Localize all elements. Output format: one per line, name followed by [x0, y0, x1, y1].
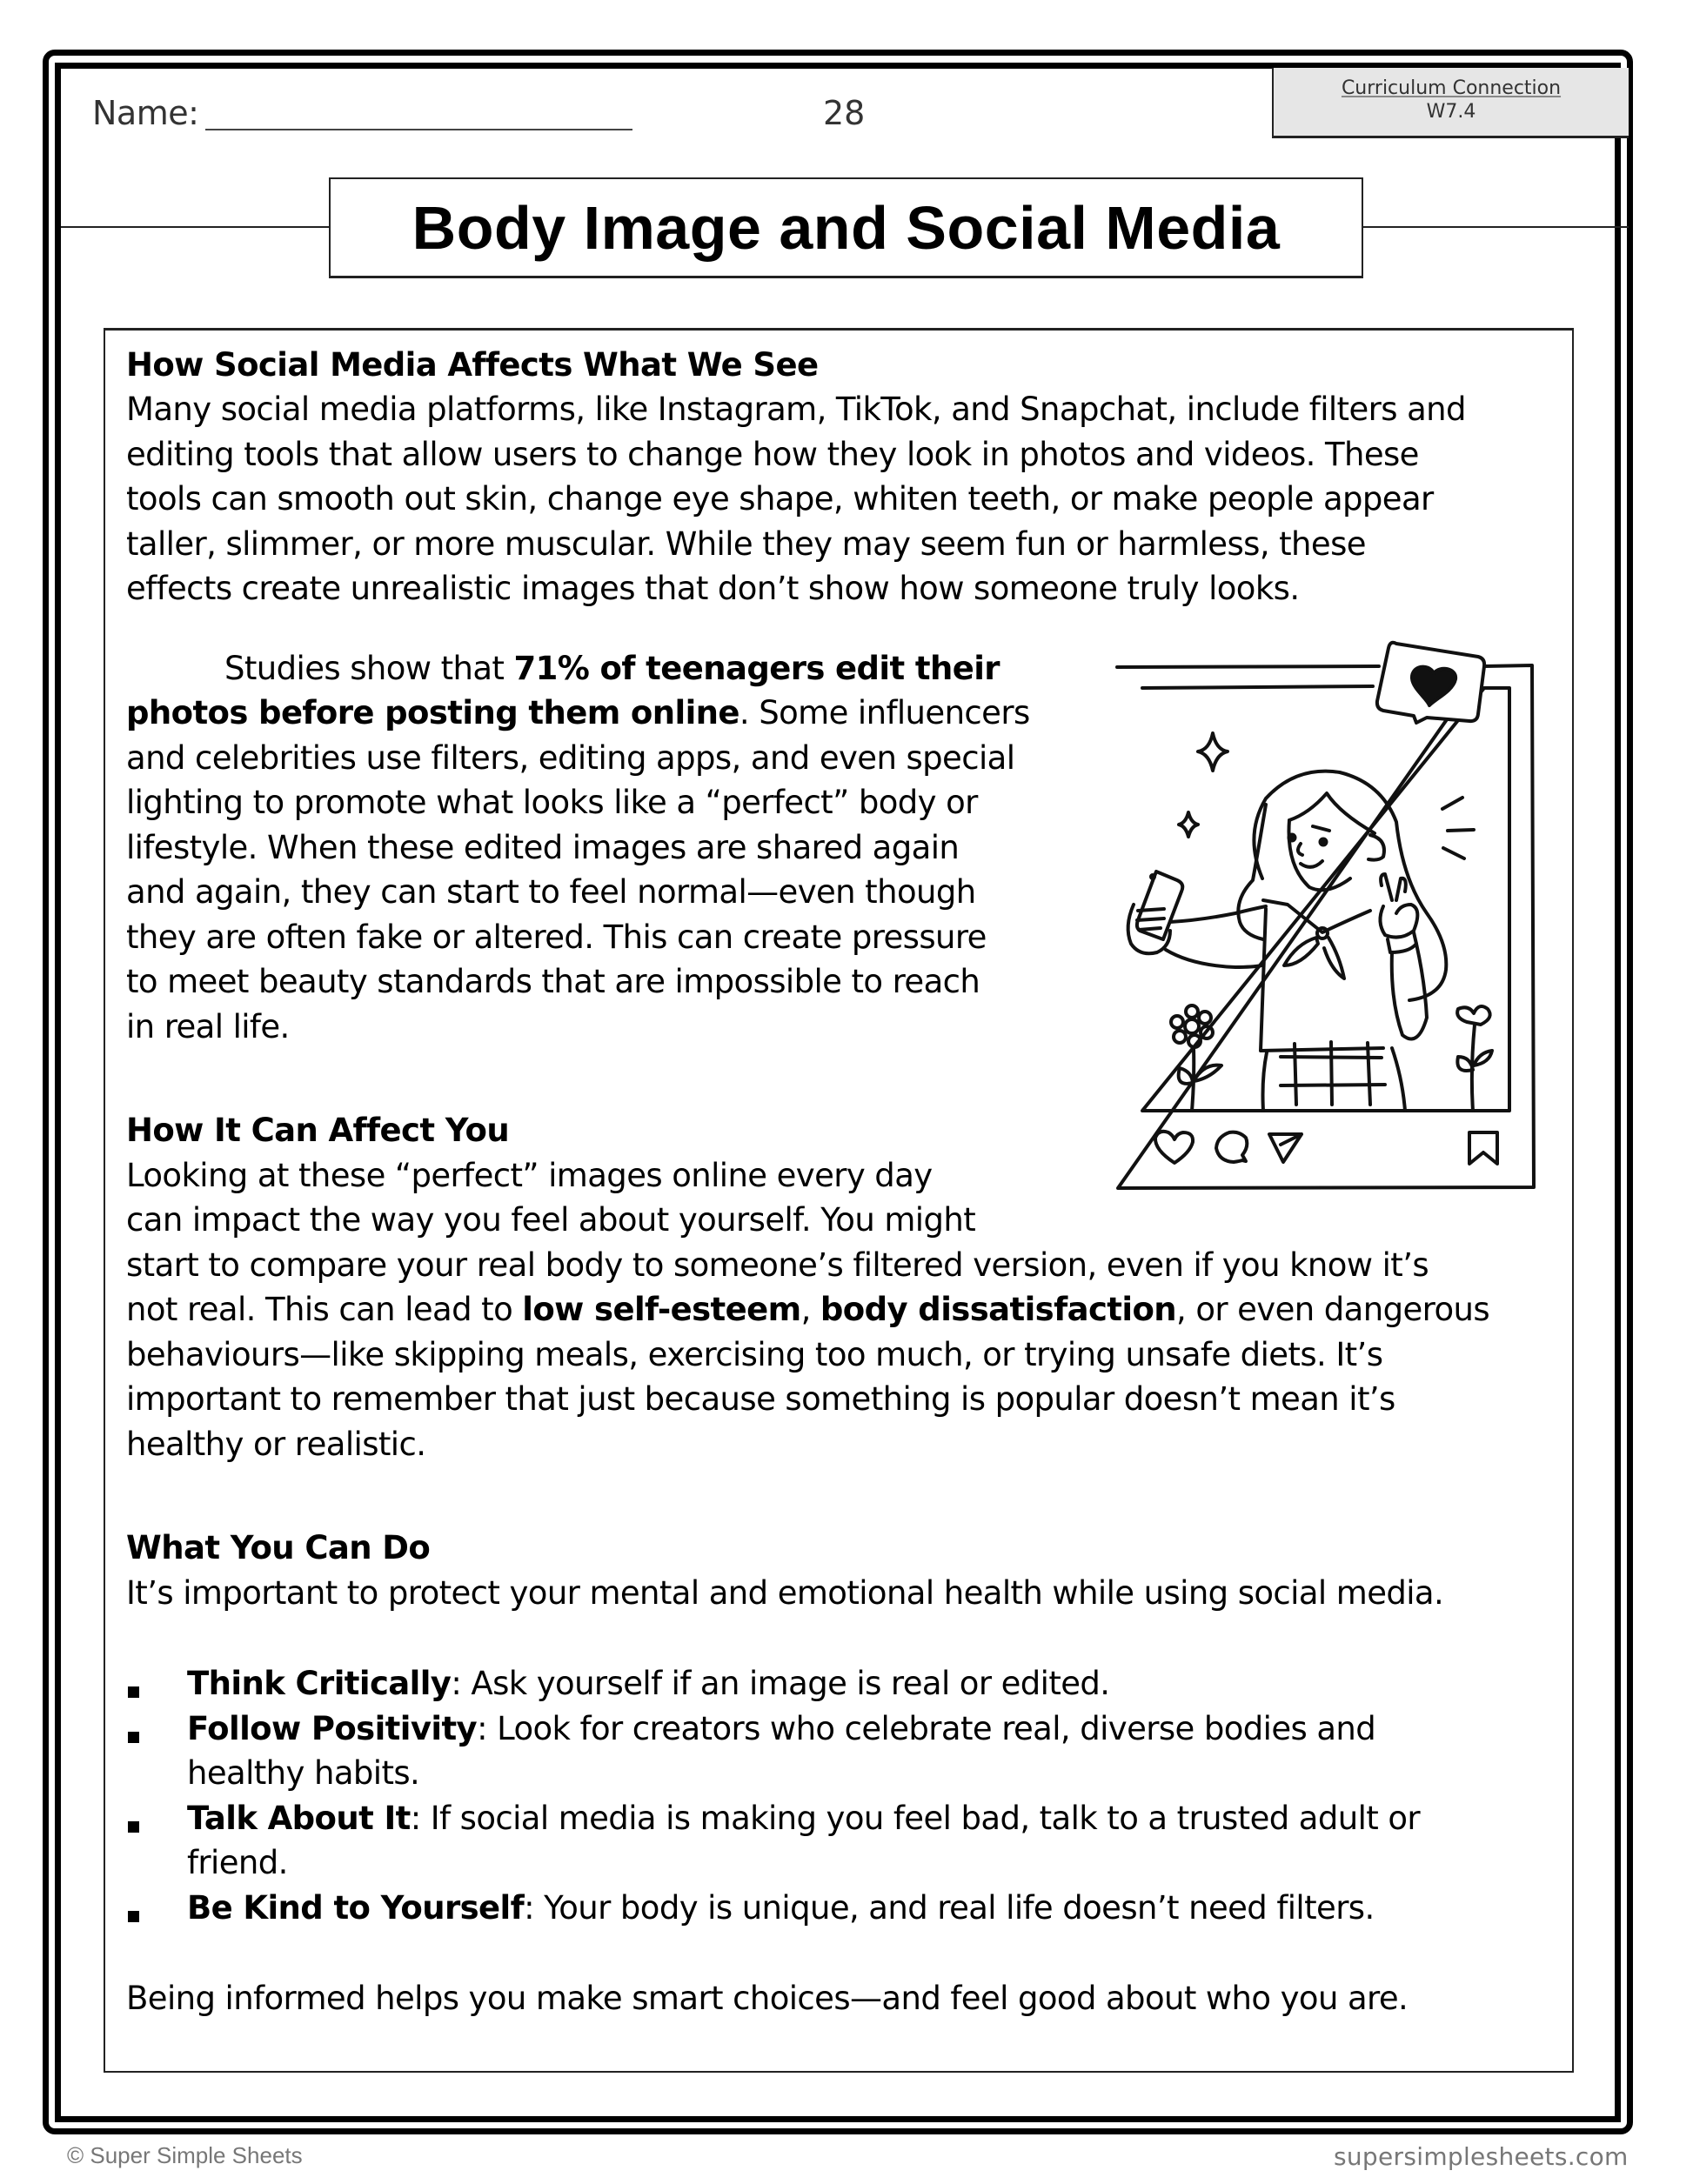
paragraph-line: they are often fake or altered. This can create pressure — [126, 918, 987, 956]
page-number: 28 — [823, 94, 866, 132]
website-footer-link[interactable]: supersimplesheets.com — [1334, 2142, 1629, 2171]
section-heading: What You Can Do — [126, 1529, 431, 1566]
paragraph-line: tools can smooth out skin, change eye shape, whiten teeth, or make people appear — [126, 480, 1434, 518]
paragraph-line: healthy or realistic. — [126, 1426, 426, 1463]
curriculum-title: Curriculum Connection — [1341, 77, 1562, 99]
statistic-highlight: photos before posting them online — [126, 694, 739, 731]
paragraph-line: taller, slimmer, or more muscular. While they may seem fun or harmless, these — [126, 525, 1366, 563]
curriculum-code: W7.4 — [1426, 101, 1476, 123]
key-term: body dissatisfaction — [820, 1291, 1177, 1328]
heart-bubble-icon — [1377, 643, 1484, 723]
bullet-text: : Look for creators who celebrate real, diverse bodies and — [477, 1710, 1376, 1747]
comment-icon — [1216, 1132, 1247, 1162]
paragraph-line: Many social media platforms, like Instagram, TikTok, and Snapchat, include filters and — [126, 391, 1466, 428]
copyright-footer: © Super Simple Sheets — [67, 2142, 303, 2168]
statistic-highlight: 71% of teenagers edit their — [513, 650, 1000, 687]
bullet-term: Be Kind to Yourself — [187, 1889, 525, 1927]
page-title: Body Image and Social Media — [412, 193, 1281, 262]
curriculum-connection-box — [1272, 68, 1629, 138]
title-box — [329, 177, 1363, 278]
paragraph-line: start to compare your real body to someone’s filtered version, even if you know it’s — [126, 1246, 1429, 1284]
text-run: Studies show that — [224, 650, 514, 687]
paragraph-line: behaviours—like skipping meals, exercising too much, or trying unsafe diets. It’s — [126, 1336, 1383, 1373]
paragraph-line: to meet beauty standards that are impossible to reach — [126, 963, 980, 1000]
closing-line: Being informed helps you make smart choices—and feel good about who you are. — [126, 1980, 1409, 2017]
text-run: . Some influencers — [739, 694, 1030, 731]
paragraph-line: It’s important to protect your mental and emotional health while using social media. — [126, 1574, 1444, 1612]
bullet-text: : Ask yourself if an image is real or edited. — [451, 1665, 1110, 1702]
bullet-continuation: healthy habits. — [187, 1754, 420, 1792]
bullet-item — [187, 1661, 1109, 1706]
bullet-term: Follow Positivity — [187, 1710, 478, 1747]
name-input-line[interactable] — [205, 129, 632, 130]
bullet-text: : Your body is unique, and real life doesn’t need filters. — [524, 1889, 1375, 1927]
paragraph-line: lifestyle. When these edited images are shared again — [126, 829, 960, 866]
text-run: , or even dangerous — [1176, 1291, 1490, 1328]
name-label: Name: — [92, 94, 199, 132]
section-heading: How Social Media Affects What We See — [126, 346, 819, 384]
heart-icon — [1155, 1132, 1193, 1163]
bullet-square-icon — [128, 1686, 139, 1698]
paragraph-line: can impact the way you feel about yourself. You might — [126, 1201, 976, 1239]
bullet-text: : If social media is making you feel bad, talk to a trusted adult or — [410, 1800, 1421, 1837]
flower-icon — [1457, 1006, 1492, 1111]
paragraph-line: in real life. — [126, 1008, 290, 1045]
bullet-square-icon — [128, 1732, 139, 1743]
bullet-item — [187, 1886, 1375, 1931]
paragraph-line: effects create unrealistic images that don’t show how someone truly looks. — [126, 570, 1300, 607]
paragraph-line — [224, 646, 1000, 691]
bullet-square-icon — [128, 1821, 139, 1833]
paragraph-line: important to remember that just because something is popular doesn’t mean it’s — [126, 1380, 1395, 1418]
bullet-square-icon — [128, 1911, 139, 1922]
send-icon — [1269, 1134, 1302, 1162]
bullet-item — [187, 1796, 1420, 1841]
bullet-continuation: friend. — [187, 1844, 288, 1881]
selfie-post-illustration — [1114, 631, 1540, 1196]
paragraph-line — [126, 1287, 1489, 1332]
bullet-item — [187, 1706, 1375, 1752]
section-heading: How It Can Affect You — [126, 1112, 510, 1149]
paragraph-line — [126, 691, 1030, 736]
paragraph-line: and celebrities use filters, editing apps, and even special — [126, 739, 1015, 777]
bullet-term: Talk About It — [187, 1800, 411, 1837]
paragraph-line: editing tools that allow users to change how they look in photos and videos. These — [126, 436, 1419, 473]
text-run: not real. This can lead to — [126, 1291, 523, 1328]
paragraph-line: lighting to promote what looks like a “perfect” body or — [126, 784, 978, 821]
text-run: , — [800, 1291, 820, 1328]
sparkle-icon — [1179, 812, 1198, 837]
key-term: low self-esteem — [522, 1291, 801, 1328]
sparkle-icon — [1198, 733, 1228, 771]
bullet-term: Think Critically — [187, 1665, 452, 1702]
paragraph-line: and again, they can start to feel normal—even though — [126, 873, 976, 911]
paragraph-line: Looking at these “perfect” images online every day — [126, 1157, 933, 1194]
bookmark-icon — [1469, 1132, 1497, 1164]
